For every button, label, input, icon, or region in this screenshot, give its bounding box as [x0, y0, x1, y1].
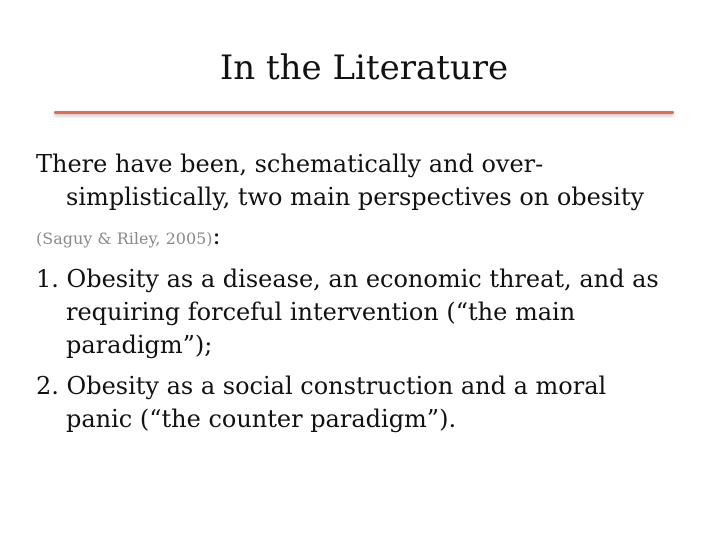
citation: (Saguy & Riley, 2005) [36, 229, 213, 248]
slide-title: In the Literature [219, 48, 509, 88]
citation-colon: : [212, 222, 221, 250]
title-divider [54, 111, 674, 114]
paragraph-point-2: 2. Obesity as a social construction and a moral panic (“the counter paradigm”). [36, 372, 607, 433]
citation-wrapper [36, 220, 221, 255]
paragraph-intro-text: There have been, schematically and over-simplistically, two main perspectives on obesity [36, 150, 645, 211]
paragraph-intro [36, 148, 676, 255]
paragraph-point-1: 1. Obesity as a disease, an economic threat, and as requiring forceful intervention (“the main paradigm”); [36, 265, 659, 359]
slide-body [36, 148, 676, 436]
